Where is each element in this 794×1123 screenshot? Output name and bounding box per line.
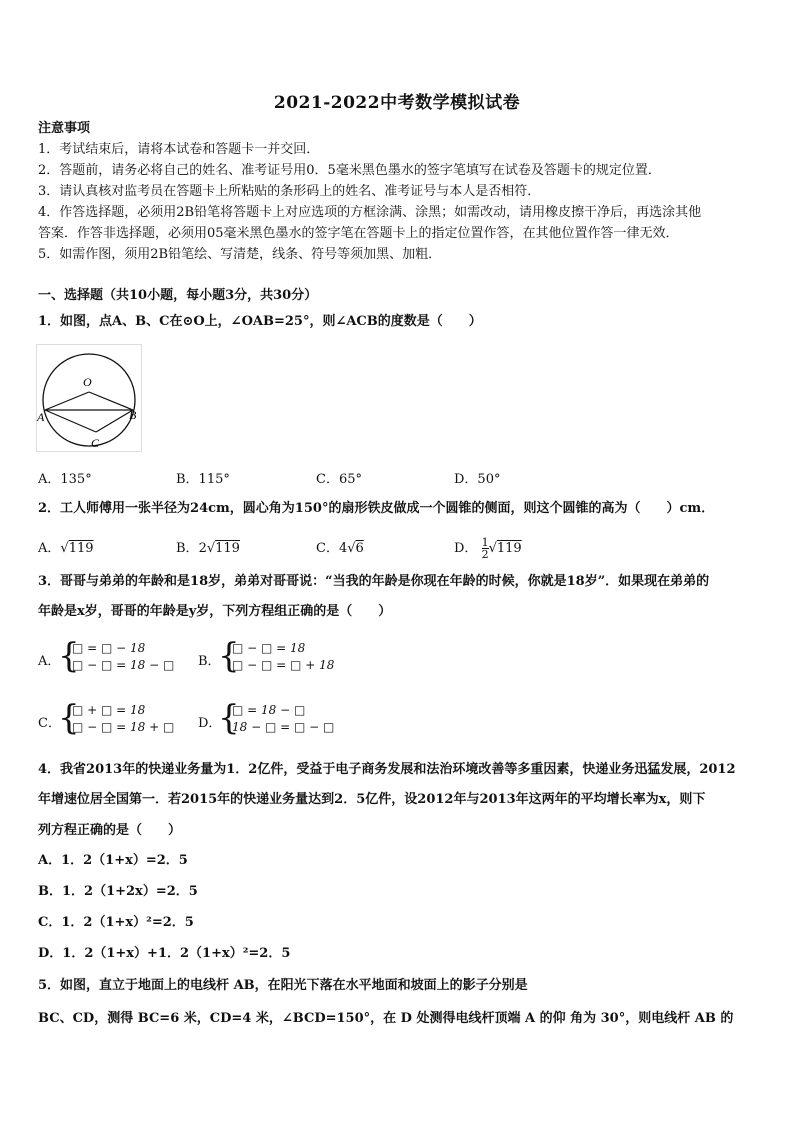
note-line: 答案．作答非选择题，必须用05毫米黑色墨水的签字笔在答题卡上的指定位置作答，在其他位置作答一律无效． <box>38 226 679 241</box>
q4-option-a: A．1．2（1+x）=2．5 <box>38 853 188 868</box>
q1-option-d: D．50° <box>454 472 501 487</box>
q2-option-d: D． $\frac{1}{2}$ √119 <box>454 536 522 561</box>
question-5-stem-1: 5．如图，直立于地面上的电线杆 AB，在阳光下落在水平地面和坡面上的影子分别是 <box>38 978 528 993</box>
question-3-stem-1: 3．哥哥与弟弟的年龄和是18岁，弟弟对哥哥说：“当我的年龄是你现在年龄的时候，你就是18岁”．如果现在弟弟的 <box>38 574 710 589</box>
note-line: 5．如需作图，须用2B铅笔绘、写清楚，线条、符号等须加黑、加粗． <box>38 247 442 262</box>
question-1-stem: 1．如图，点A、B、C在⊙O上，∠OAB=25°，则∠ACB的度数是（ ） <box>38 314 482 329</box>
q4-option-d: D．1．2（1+x）+1．2（1+x）²=2．5 <box>38 946 291 961</box>
section-heading: 一、选择题（共10小题，每小题3分，共30分） <box>38 288 318 303</box>
q2-option-c: C．4√6 <box>316 541 364 556</box>
label-a: A <box>37 410 45 424</box>
question-2-stem: 2．工人师傅用一张半径为24cm，圆心角为150°的扇形铁皮做成一个圆锥的侧面，则这个圆锥的高为（ ）cm． <box>38 501 715 516</box>
q1-option-c: C．65° <box>316 472 362 487</box>
question-4-stem-1: 4．我省2013年的快递业务量为1．2亿件，受益于电子商务发展和法治环境改善等多重因素，快递业务迅猛发展，2012 <box>38 762 736 777</box>
label-b: B <box>129 408 137 422</box>
notes-heading: 注意事项 <box>38 121 91 136</box>
page-title: 2021-2022中考数学模拟试卷 <box>273 93 521 113</box>
question-4-stem-2: 年增速位居全国第一．若2015年的快递业务量达到2．5亿件，设2012年与2013年这两年的平均增长率为x，则下 <box>38 792 706 807</box>
question-5-stem-2: BC、CD，测得 BC=6 米，CD=4 米，∠BCD=150°，在 D 处测得电线杆顶端 A 的仰 角为 30°，则电线杆 AB 的 <box>38 1011 734 1026</box>
q2-option-b: B．2√119 <box>176 541 240 556</box>
circle-figure <box>36 344 142 452</box>
label-c: C <box>91 436 100 450</box>
q3-option-a: A． { □ = □ − 18 □ − □ = 18 − □ <box>38 636 175 676</box>
question-4-stem-3: 列方程正确的是（ ） <box>38 823 182 838</box>
q1-option-b: B．115° <box>176 472 230 487</box>
q4-option-b: B．1．2（1+2x）=2．5 <box>38 884 198 899</box>
q3-option-d: D． { □ = 18 − □ 18 − □ = □ − □ <box>198 698 335 738</box>
note-line: 3．请认真核对监考员在答题卡上所粘贴的条形码上的姓名、准考证号与本人是否相符． <box>38 184 541 199</box>
note-line: 1．考试结束后，请将本试卷和答题卡一并交回． <box>38 142 320 157</box>
note-line: 4．作答选择题，必须用2B铅笔将答题卡上对应选项的方框涂满、涂黑；如需改动，请用橡皮擦干净后，再选涂其他 <box>38 205 702 220</box>
note-line: 2．答题前，请务必将自己的姓名、准考证号用0．5毫米黑色墨水的签字笔填写在试卷及答题卡的规定位置． <box>38 163 661 178</box>
question-3-stem-2: 年龄是x岁，哥哥的年龄是y岁，下列方程组正确的是（ ） <box>38 604 392 619</box>
q2-option-a: A．√119 <box>38 541 94 556</box>
q3-option-b: B． { □ − □ = 18 □ − □ = □ + 18 <box>198 636 335 676</box>
q3-option-c: C． { □ + □ = 18 □ − □ = 18 + □ <box>38 698 175 738</box>
q4-option-c: C．1．2（1+x）²=2．5 <box>38 915 194 930</box>
q1-option-a: A．135° <box>38 472 92 487</box>
label-o: O <box>83 375 92 389</box>
